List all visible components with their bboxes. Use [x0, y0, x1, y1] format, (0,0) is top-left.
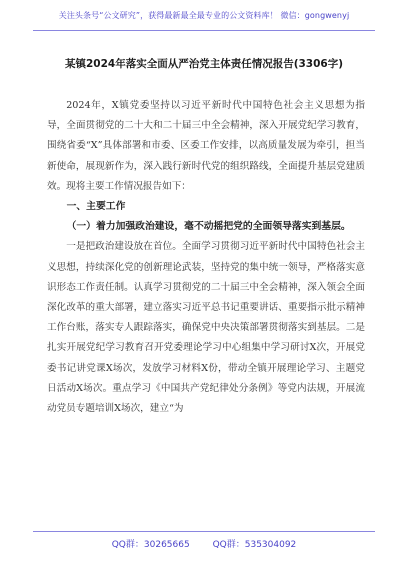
- footer-qq-group-1: QQ群：30265665: [111, 540, 190, 550]
- subsection-heading: （一）着力加强政治建设，毫不动摇把党的全面领导落实到基层。: [66, 221, 351, 233]
- footer: [0, 537, 408, 550]
- footer-qq-group-2: QQ群：535304092: [212, 540, 297, 550]
- document-title: 某镇2024年落实全面从严治党主体责任情况报告(3306字): [64, 58, 344, 70]
- section-heading: 一、主要工作: [66, 201, 126, 213]
- header-banner: 关注头条号“公文研究”，获得最新最全最专业的公文资料库！ 微信：gongwenyj: [58, 11, 350, 20]
- intro-paragraph: 2024年，X镇党委坚持以习近平新时代中国特色社会主义思想为指导，全面贯彻党的二十大和二十届三中全会精神，深入开展党纪学习教育，围绕省委“X”具体部署和市委、区委工作安排，以高质量发展为牵引，担当新使命，展现新作为，深入践行新时代党的组织路线，全面提升基层党建质效。现将主要工作情况报告如下：: [47, 100, 365, 192]
- header-divider: [33, 30, 375, 31]
- document-body: [47, 96, 365, 419]
- footer-divider: [33, 531, 375, 532]
- body-paragraph: 一是把政治建设放在首位。全面学习贯彻习近平新时代中国特色社会主义思想，持续深化党的创新理论武装，坚持党的集中统一领导，严格落实意识形态工作责任制。认真学习贯彻党的二十届三中全会精神，深入领会全面深化改革的重大部署，建立落实习近平总书记重要讲话、重要指示批示精神工作台账，落实专人跟踪落实，确保党中央决策部署贯彻落实到基层。二是扎实开展党纪学习教育召开党委理论学习中心组集中学习研讨X次，开展党委书记讲党课X场次，发放学习材料X份，带动全镇开展理论学习、主题党日活动X场次。重点学习《中国共产党纪律处分条例》等党内法规，开展流动党员专题培训X场次，建立“为: [47, 241, 365, 415]
